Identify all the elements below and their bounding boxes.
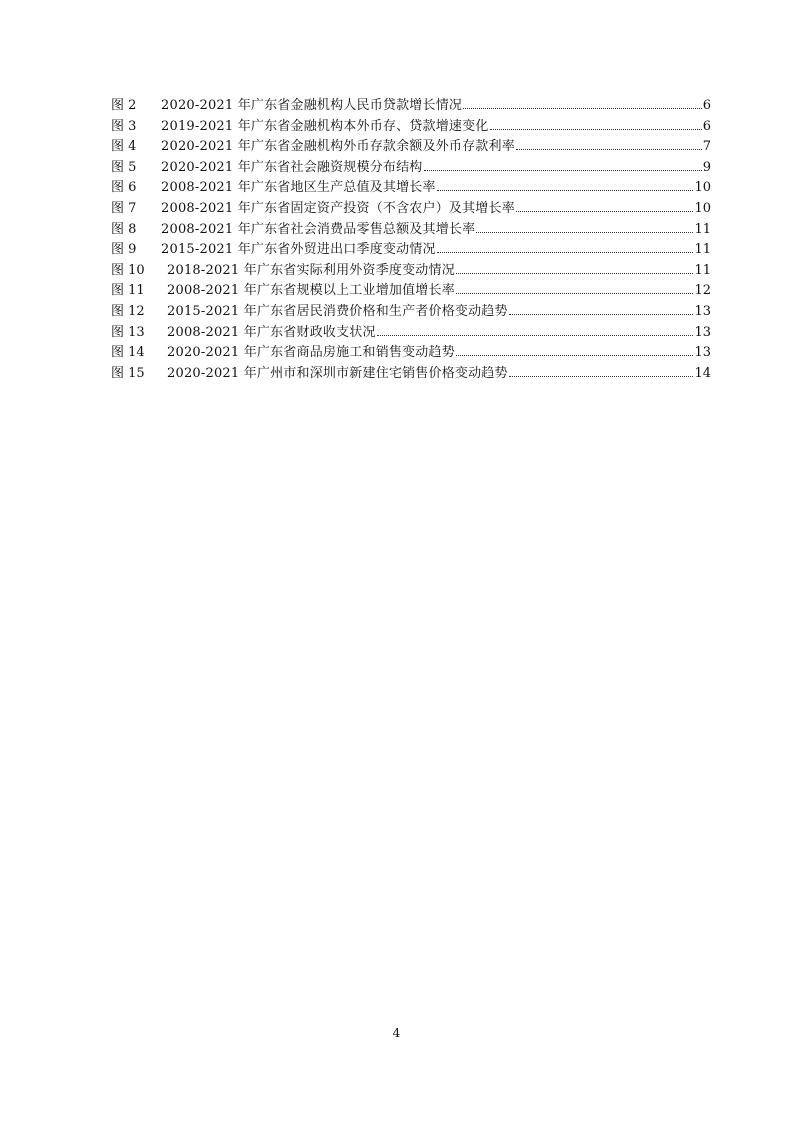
- figure-label: 图 7: [111, 200, 137, 216]
- figure-title: 2020-2021 年广东省商品房施工和销售变动趋势: [167, 345, 455, 361]
- dot-leader: [456, 354, 694, 356]
- figure-list: [111, 96, 711, 384]
- figure-title: 2015-2021 年广东省外贸进出口季度变动情况: [161, 242, 436, 258]
- dot-leader: [424, 169, 702, 171]
- figure-title: 2008-2021 年广东省地区生产总值及其增长率: [161, 180, 436, 196]
- page-reference: 9: [702, 159, 711, 175]
- page-number: 4: [392, 1026, 401, 1040]
- toc-entry-fig-6[interactable]: [111, 178, 711, 199]
- figure-label: 图 9: [111, 242, 137, 258]
- figure-label: 图 10: [111, 262, 145, 278]
- figure-title: 2008-2021 年广东省财政收支状况: [167, 324, 376, 340]
- figure-label: 图 5: [111, 159, 137, 175]
- page-reference: 10: [694, 200, 711, 216]
- figure-label: 图 12: [111, 303, 145, 319]
- page-reference: 12: [694, 283, 711, 299]
- dot-leader: [456, 272, 694, 274]
- figure-label: 图 13: [111, 324, 145, 340]
- page-reference: 10: [694, 180, 711, 196]
- toc-entry-fig-9[interactable]: [111, 240, 711, 261]
- figure-label: 图 3: [111, 118, 137, 134]
- figure-title: 2020-2021 年广东省金融机构外币存款余额及外币存款利率: [161, 139, 515, 155]
- dot-leader: [476, 231, 693, 233]
- dot-leader: [437, 189, 694, 191]
- figure-label: 图 14: [111, 345, 145, 361]
- figure-title: 2015-2021 年广东省居民消费价格和生产者价格变动趋势: [167, 303, 508, 319]
- toc-entry-fig-14[interactable]: [111, 343, 711, 364]
- dot-leader: [377, 334, 694, 336]
- dot-leader: [516, 148, 702, 150]
- page-reference: 13: [694, 324, 711, 340]
- toc-entry-fig-3[interactable]: [111, 117, 711, 138]
- figure-label: 图 15: [111, 365, 145, 381]
- dot-leader: [437, 251, 694, 253]
- page-reference: 6: [702, 118, 711, 134]
- page-reference: 13: [694, 345, 711, 361]
- dot-leader: [490, 128, 702, 130]
- figure-title: 2008-2021 年广东省固定资产投资（不含农户）及其增长率: [161, 200, 515, 216]
- dot-leader: [516, 210, 694, 212]
- figure-title: 2008-2021 年广东省规模以上工业增加值增长率: [167, 283, 455, 299]
- figure-label: 图 2: [111, 98, 137, 113]
- toc-entry-fig-7[interactable]: [111, 199, 711, 220]
- toc-entry-fig-13[interactable]: [111, 323, 711, 344]
- page-reference: 11: [694, 242, 711, 258]
- toc-entry-fig-15[interactable]: [111, 364, 711, 385]
- toc-entry-fig-4[interactable]: [111, 137, 711, 158]
- figure-title: 2020-2021 年广东省金融机构人民币贷款增长情况: [161, 98, 463, 113]
- dot-leader: [509, 313, 694, 315]
- toc-entry-fig-8[interactable]: [111, 220, 711, 241]
- toc-entry-fig-2[interactable]: [111, 96, 711, 117]
- toc-entry-fig-10[interactable]: [111, 261, 711, 282]
- figure-label: 图 4: [111, 139, 137, 155]
- figure-label: 图 8: [111, 221, 137, 237]
- figure-title: 2008-2021 年广东省社会消费品零售总额及其增长率: [161, 221, 476, 237]
- page-reference: 7: [702, 139, 711, 155]
- page-reference: 6: [702, 98, 711, 113]
- figure-label: 图 6: [111, 180, 137, 196]
- dot-leader: [456, 292, 694, 294]
- figure-title: 2020-2021 年广东省社会融资规模分布结构: [161, 159, 423, 175]
- page-reference: 11: [694, 221, 711, 237]
- toc-entry-fig-12[interactable]: [111, 302, 711, 323]
- dot-leader: [509, 375, 694, 377]
- figure-title: 2018-2021 年广东省实际利用外资季度变动情况: [167, 262, 455, 278]
- figure-title: 2020-2021 年广州市和深圳市新建住宅销售价格变动趋势: [167, 365, 508, 381]
- page-reference: 11: [694, 262, 711, 278]
- figure-label: 图 11: [111, 283, 145, 299]
- toc-entry-fig-5[interactable]: [111, 158, 711, 179]
- page-reference: 13: [694, 303, 711, 319]
- dot-leader: [463, 107, 702, 109]
- page-reference: 14: [694, 365, 711, 381]
- figure-title: 2019-2021 年广东省金融机构本外币存、贷款增速变化: [161, 118, 489, 134]
- toc-entry-fig-11[interactable]: [111, 281, 711, 302]
